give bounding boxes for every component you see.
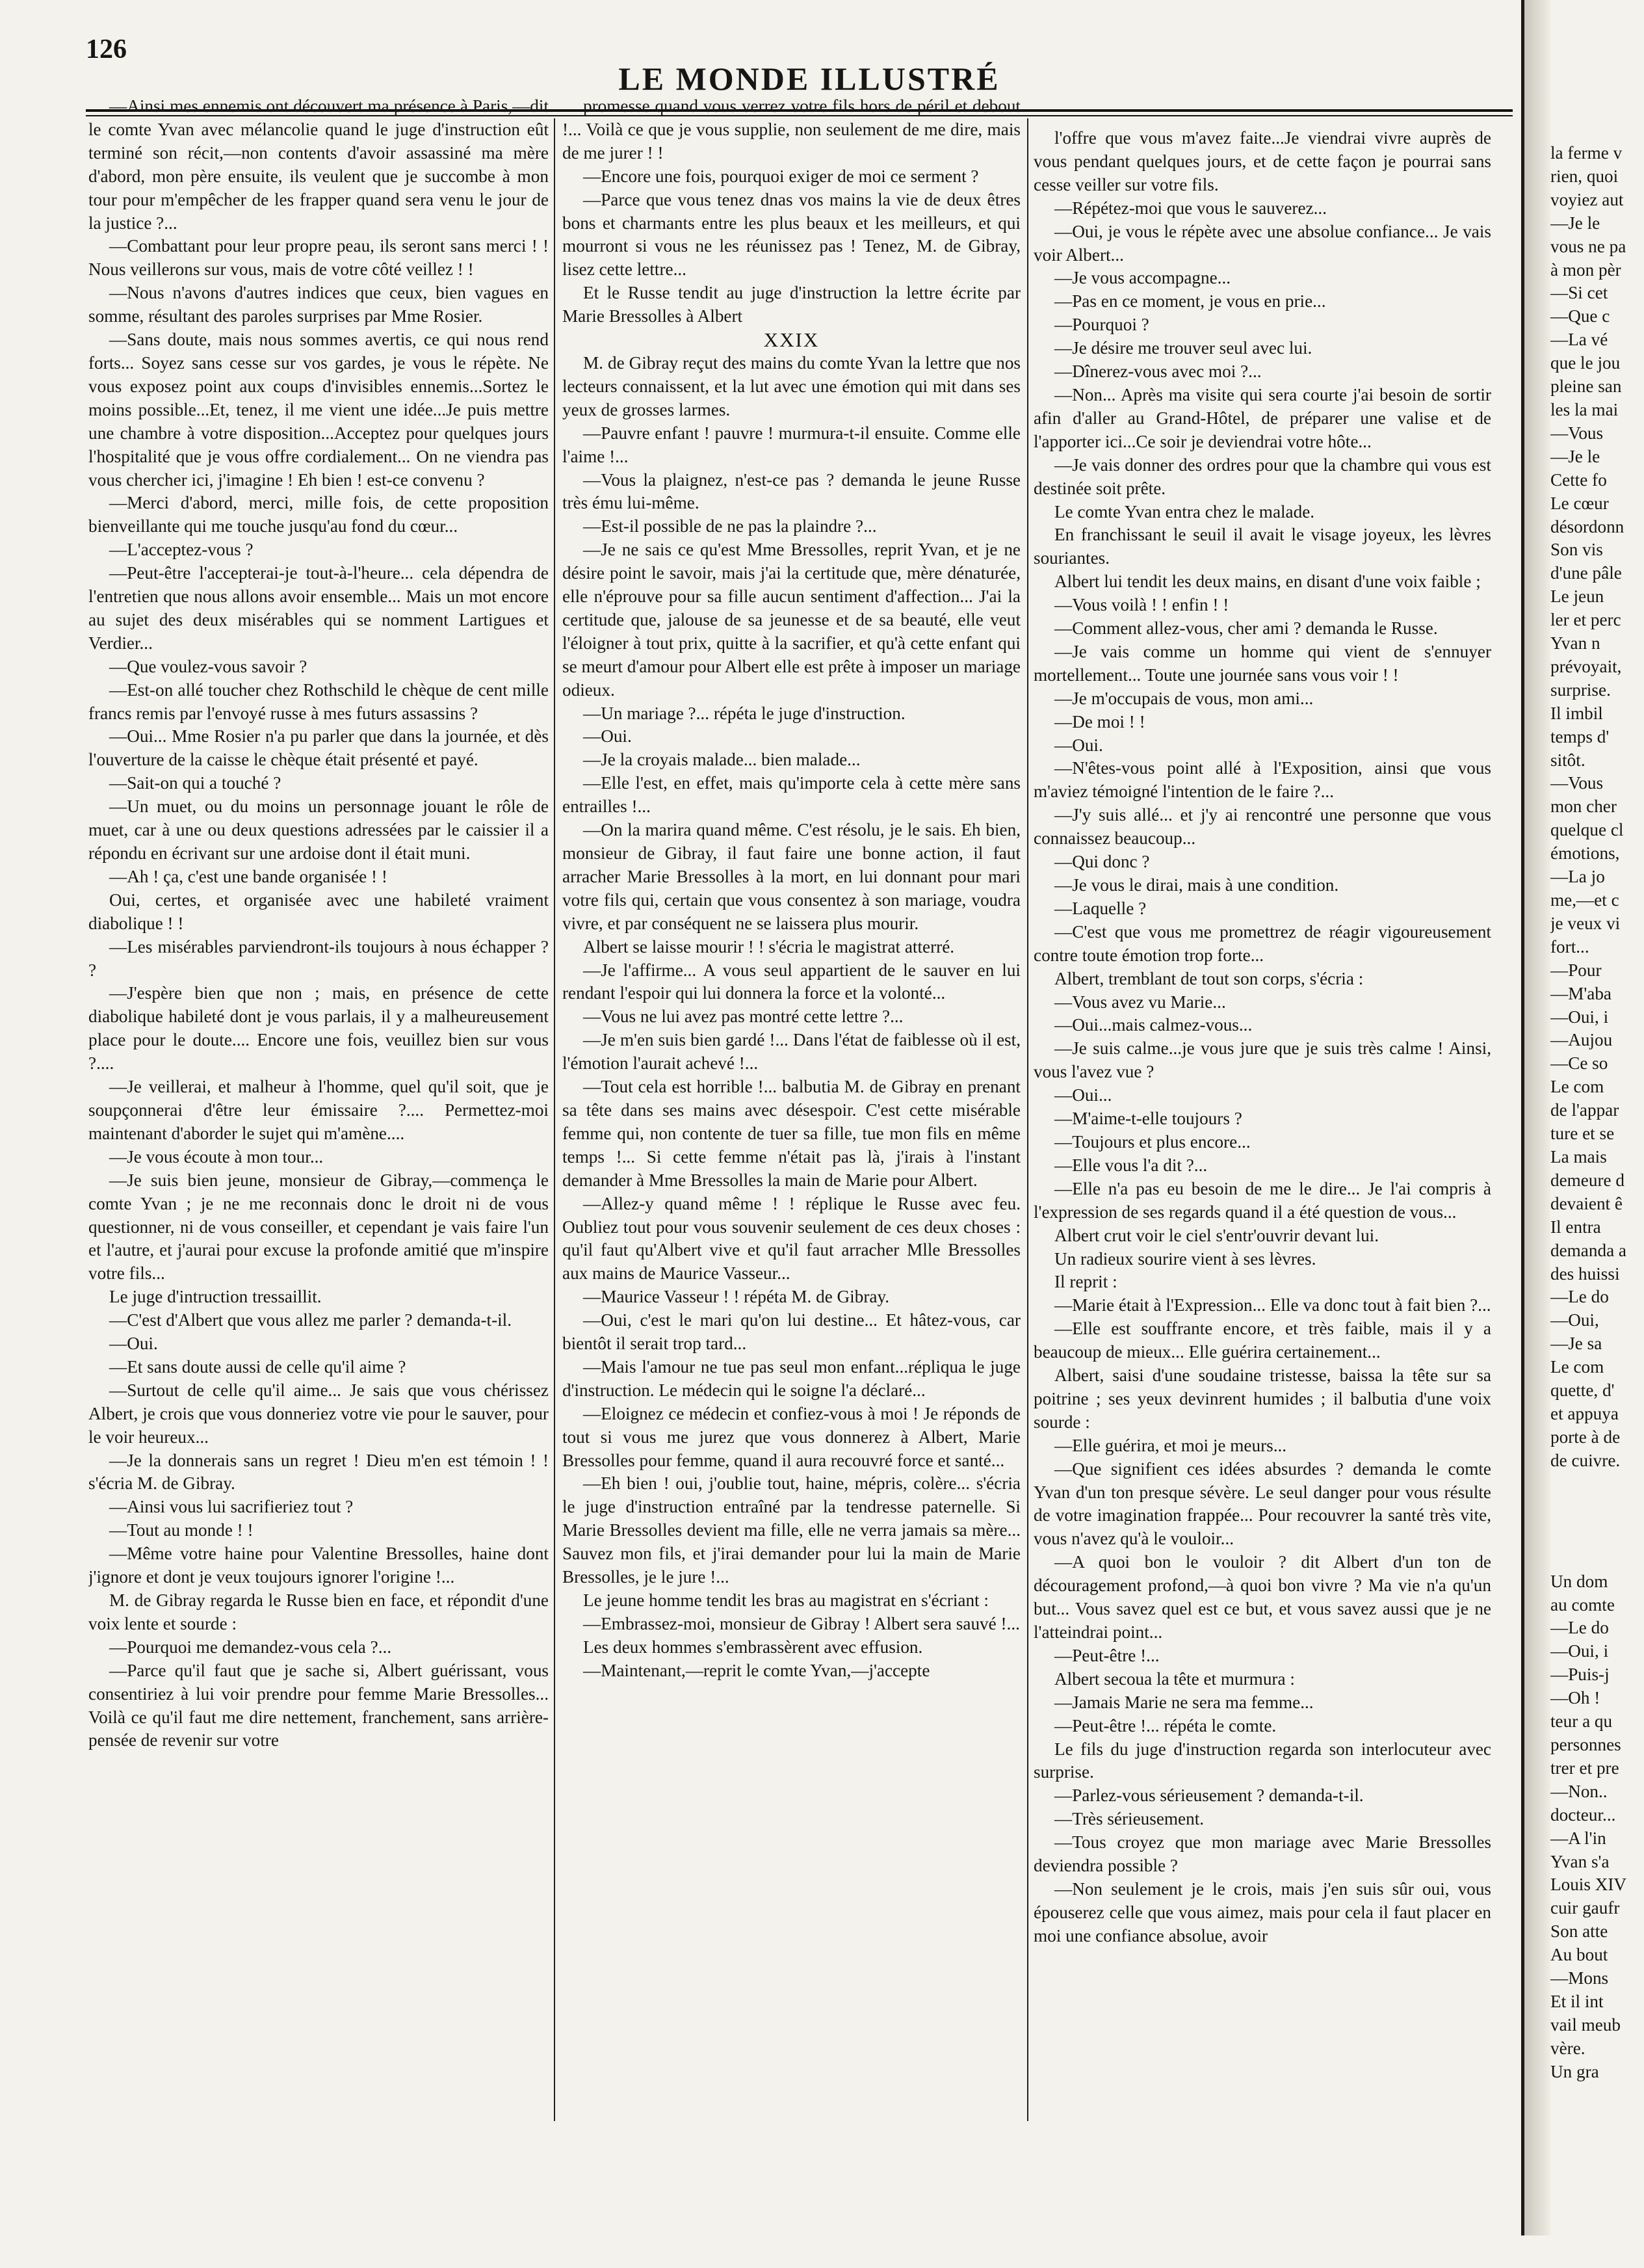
- paragraph: Oui, certes, et organisée avec une habileté vraiment diabolique ! !: [88, 890, 549, 933]
- text-column-3: [1034, 127, 1491, 2253]
- paragraph: Yvan s'a: [1550, 1851, 1610, 1871]
- paragraph: —Pauvre enfant ! pauvre ! murmura-t-il ensuite. Comme elle l'aime !...: [562, 423, 1021, 466]
- paragraph: —Oui...mais calmez-vous...: [1054, 1015, 1253, 1035]
- chapter-heading: XXIX: [763, 328, 820, 352]
- paragraph: —Combattant pour leur propre peau, ils seront sans merci ! ! Nous veillerons sur vous, mais de votre côté veillez ! !: [88, 236, 549, 280]
- column-break: [1550, 1473, 1644, 1570]
- paragraph: porte à de: [1550, 1427, 1621, 1447]
- paragraph: —Est-il possible de ne pas la plaindre ?...: [583, 516, 877, 536]
- paragraph: M. de Gibray regarda le Russe bien en face, et répondit d'une voix lente et sourde :: [88, 1590, 549, 1633]
- paragraph: pleine san: [1550, 376, 1622, 397]
- paragraph: de l'appar: [1550, 1100, 1619, 1120]
- paragraph: Un dom: [1550, 1571, 1608, 1591]
- paragraph: —Elle guérira, et moi je meurs...: [1054, 1435, 1287, 1455]
- page-number: 126: [86, 34, 127, 64]
- paragraph: M. de Gibray reçut des mains du comte Yvan la lettre que nos lecteurs connaissent, et la lut avec une émotion qui mit dans ses yeux de grosses larmes.: [562, 352, 1021, 419]
- paragraph: au comte: [1550, 1594, 1615, 1615]
- paragraph: —Tout cela est horrible !... balbutia M. de Gibray en prenant sa tête dans ses mains avec désespoir. C'est cette misérable femme qui, non contente de tuer sa fille, tue mon fils en même temps !... Si cette femme n'était pas là, j'irais à l'instant demander à Mme Bressolles la main de Marie pour Albert.: [562, 1077, 1021, 1190]
- paragraph: —Oh !: [1550, 1688, 1600, 1708]
- paragraph: quelque cl: [1550, 820, 1624, 840]
- paragraph: —Oui, i: [1550, 1007, 1609, 1027]
- paragraph: Les deux hommes s'embrassèrent avec effusion.: [583, 1637, 923, 1657]
- paragraph: Yvan n: [1550, 633, 1600, 653]
- paragraph: —J'espère bien que non ; mais, en présence de cette diabolique habileté dont je vous parlais, il y a malheureusement place pour le doute.... Encore une fois, veuillez bien sur vous ?....: [88, 983, 549, 1074]
- paragraph: —Pour: [1550, 960, 1602, 980]
- paragraph: —Est-on allé toucher chez Rothschild le chèque de cent mille francs remis par l'envoyé russe à mes futurs assassins ?: [88, 679, 549, 723]
- paragraph: —Ce so: [1550, 1053, 1608, 1074]
- paragraph: —Répétez-moi que vous le sauverez...: [1054, 198, 1327, 218]
- text-column-2-bottom: [562, 352, 1021, 1683]
- paragraph: —Vous la plaignez, n'est-ce pas ? demanda le jeune Russe très ému lui-même.: [562, 469, 1021, 513]
- paragraph: —De moi ! !: [1054, 711, 1145, 732]
- paragraph: —Parce que vous tenez dnas vos mains la vie de deux êtres bons et charmants entre les plus beaux et les meilleurs, et qui mourront si vous ne les réunissez pas ! Tenez, M. de Gibray, lisez cette lettre...: [562, 189, 1021, 280]
- paragraph: trer et pre: [1550, 1758, 1619, 1778]
- paragraph: —Oui...: [1054, 1085, 1112, 1105]
- paragraph: —Non... Après ma visite qui sera courte j'ai besoin de sortir afin d'aller au Grand-Hôtel, de préparer une valise et de l'apporter ici...Ce soir je deviendrai votre hôte...: [1034, 384, 1491, 451]
- paragraph: —N'êtes-vous point allé à l'Exposition, ainsi que vous m'aviez témoigné l'intention de le faire ?...: [1034, 758, 1491, 802]
- paragraph: —Oui... Mme Rosier n'a pu parler que dans la journée, et dès l'ouverture de la caisse le chèque était présenté et payé.: [88, 726, 549, 770]
- paragraph: —Ainsi mes ennemis ont découvert ma présence à Paris,—dit le comte Yvan avec mélancolie quand le juge d'instruction eût terminé son récit,—non contents d'avoir assassiné ma mère d'abord, mon père ensuite, ils veulent que je succombe à mon tour pour m'empêcher de les frapper quand sera venu le jour de la justice ?...: [88, 96, 549, 233]
- text-column-4-top: [1550, 142, 1644, 1473]
- paragraph: ler et perc: [1550, 610, 1621, 630]
- paragraph: —Maintenant,—reprit le comte Yvan,—j'accepte: [583, 1660, 930, 1680]
- paragraph: —Comment allez-vous, cher ami ? demanda le Russe.: [1054, 618, 1438, 639]
- paragraph: Louis XIV: [1550, 1875, 1627, 1895]
- paragraph: —Je m'en suis bien gardé !... Dans l'état de faiblesse où il est, l'émotion l'aurait achevé !...: [562, 1030, 1021, 1074]
- paragraph: Albert crut voir le ciel s'entr'ouvrir devant lui.: [1054, 1225, 1379, 1245]
- paragraph: —Elle l'est, en effet, mais qu'importe cela à cette mère sans entrailles !...: [562, 773, 1021, 817]
- paragraph: Cette fo: [1550, 469, 1607, 490]
- paragraph: —Tout au monde ! !: [109, 1520, 254, 1540]
- paragraph: —Je m'occupais de vous, mon ami...: [1054, 688, 1314, 708]
- paragraph: —Je la croyais malade... bien malade...: [583, 750, 861, 770]
- paragraph: —C'est que vous me promettrez de réagir vigoureusement contre toute émotion trop forte...: [1034, 921, 1491, 965]
- paragraph: —Je ne sais ce qu'est Mme Bressolles, reprit Yvan, et je ne désire point le savoir, mais j'ai la certitude que, mère dénaturée, elle n'éprouve pour sa fille aucun sentiment d'affection... J'ai la certitude que, jalouse de sa jeunesse et de sa beauté, elle veut l'éloigner à tout prix, quitte à la sacrifier, et qu'à cette enfant qui se meurt d'amour pour Albert elle est prête à imposer un mariage odieux.: [562, 540, 1021, 700]
- paragraph: —La vé: [1550, 330, 1608, 350]
- paragraph: Le com: [1550, 1077, 1604, 1097]
- paragraph: —Allez-y quand même ! ! réplique le Russe avec feu. Oubliez tout pour vous souvenir seulement de ces deux choses : qu'il faut qu'Albert vive et qu'il faut arracher Mlle Bressolles aux mains de Maurice Vasseur...: [562, 1193, 1021, 1284]
- paragraph: —Puis-j: [1550, 1665, 1610, 1685]
- paragraph: Le jeune homme tendit les bras au magistrat en s'écriant :: [583, 1590, 989, 1610]
- paragraph: émotions,: [1550, 843, 1620, 864]
- paragraph: —A l'in: [1550, 1828, 1606, 1848]
- paragraph: —Oui.: [109, 1334, 158, 1354]
- paragraph: Le juge d'intruction tressaillit.: [109, 1287, 322, 1307]
- paragraph: —Vous: [1550, 773, 1604, 793]
- paragraph: à mon pèr: [1550, 259, 1621, 280]
- paragraph: —Le do: [1550, 1287, 1609, 1307]
- paragraph: —Peut-être l'accepterai-je tout-à-l'heure... cela dépendra de l'entretien que nous allons avoir ensemble... Mais un mot encore au sujet des deux misérables qui se nomment Lartigues et Verdier...: [88, 563, 549, 653]
- paragraph: —Oui, c'est le mari qu'on lui destine... Et hâtez-vous, car bientôt il serait trop tard...: [562, 1310, 1021, 1354]
- paragraph: temps d': [1550, 726, 1610, 746]
- paragraph: promesse quand vous verrez votre fils hors de péril et debout !... Voilà ce que je vous supplie, non seulement de me dire, mais de me jurer ! !: [562, 96, 1021, 163]
- paragraph: —Aujou: [1550, 1030, 1613, 1050]
- paragraph: Le comte Yvan entra chez le malade.: [1054, 501, 1315, 521]
- paragraph: —Oui.: [583, 726, 632, 746]
- paragraph: Le cœur: [1550, 493, 1609, 513]
- paragraph: Il reprit :: [1054, 1272, 1117, 1292]
- paragraph: —Pas en ce moment, je vous en prie...: [1054, 291, 1326, 311]
- paragraph: la ferme v: [1550, 143, 1623, 163]
- paragraph: —L'acceptez-vous ?: [109, 540, 254, 560]
- paragraph: —Vous avez vu Marie...: [1054, 992, 1226, 1012]
- paragraph: vail meub: [1550, 2014, 1621, 2035]
- paragraph: —Que c: [1550, 306, 1610, 326]
- paragraph: me,—et c: [1550, 890, 1619, 910]
- paragraph: les la mai: [1550, 399, 1619, 419]
- paragraph: —Je le: [1550, 213, 1600, 233]
- paragraph: cuir gaufr: [1550, 1898, 1620, 1918]
- paragraph: Albert se laisse mourir ! ! s'écria le magistrat atterré.: [583, 936, 955, 956]
- paragraph: —Si cet: [1550, 283, 1608, 303]
- paragraph: —Nous n'avons d'autres indices que ceux, bien vagues en somme, résultant des paroles surprises par Mme Rosier.: [88, 283, 549, 326]
- paragraph: —On la marira quand même. C'est résolu, je le sais. Eh bien, monsieur de Gibray, il faut faire une bonne action, il faut arracher Marie Bressolles à la mort, en lui donnant pour mari votre fils qui, certain que vous consentez à son mariage, voudra vivre, et par conséquent ne se laissera plus mourir.: [562, 820, 1021, 933]
- paragraph: sitôt.: [1550, 750, 1585, 770]
- paragraph: désordonn: [1550, 516, 1624, 536]
- paragraph: —Je suis bien jeune, monsieur de Gibray,—commença le comte Yvan ; je ne me reconnais donc le droit ni de vous questionner, ni de vous conseiller, et cependant je vais faire l'un et l'autre, et j'aurai pour excuse la profonde amitié que m'inspire votre fils...: [88, 1170, 549, 1284]
- paragraph: —Jamais Marie ne sera ma femme...: [1054, 1692, 1314, 1712]
- paragraph: Au bout: [1550, 1945, 1608, 1965]
- paragraph: —Ah ! ça, c'est une bande organisée ! !: [109, 866, 387, 886]
- paragraph: —Non..: [1550, 1781, 1608, 1801]
- paragraph: Albert, saisi d'une soudaine tristesse, baissa la tête sur sa poitrine ; ses yeux devinrent humides ; il balbutia d'une voix sourde :: [1034, 1365, 1491, 1432]
- paragraph: —M'aba: [1550, 983, 1611, 1003]
- paragraph: —Sait-on qui a touché ?: [109, 773, 281, 793]
- paragraph: —Elle n'a pas eu besoin de me le dire... Je l'ai compris à l'expression de ses regards quand il a été question de vous...: [1034, 1178, 1491, 1222]
- paragraph: —Le do: [1550, 1618, 1609, 1638]
- paragraph: —Vous: [1550, 423, 1604, 443]
- paragraph: —Même votre haine pour Valentine Bressolles, haine dont j'ignore et dont je veux toujours ignorer l'origine !...: [88, 1544, 549, 1587]
- paragraph: La mais: [1550, 1146, 1607, 1167]
- paragraph: mon cher: [1550, 797, 1617, 817]
- paragraph: —Je vous le dirai, mais à une condition.: [1054, 875, 1339, 895]
- paragraph: —Oui, i: [1550, 1641, 1609, 1661]
- paragraph: —Elle est souffrante encore, et très faible, mais il y a beaucoup de mieux... Elle guérira certainement...: [1034, 1319, 1491, 1362]
- paragraph: —Elle vous l'a dit ?...: [1054, 1155, 1208, 1175]
- paragraph: —Vous voilà ! ! enfin ! !: [1054, 595, 1229, 615]
- journal-title: LE MONDE ILLUSTRÉ: [618, 60, 1000, 97]
- paragraph: —Eh bien ! oui, j'oublie tout, haine, mépris, colère... s'écria le juge d'instruction entraîné par la tendresse paternelle. Si Marie Bressolles devient ma fille, elle ne verra jamais sa mère... Sauvez mon fils, et j'irai demander pour lui la main de Marie Bressolles, je le jure !...: [562, 1473, 1021, 1587]
- paragraph: Le fils du juge d'instruction regarda son interlocuteur avec surprise.: [1034, 1739, 1491, 1782]
- paragraph: —Je vais comme un homme qui vient de s'ennuyer mortellement... Toute une journée sans vous voir ! !: [1034, 641, 1491, 685]
- paragraph: —Encore une fois, pourquoi exiger de moi ce serment ?: [583, 166, 979, 186]
- paragraph: Albert lui tendit les deux mains, en disant d'une voix faible ;: [1054, 572, 1481, 592]
- column-divider: [554, 118, 555, 2121]
- paragraph: Albert secoua la tête et murmura :: [1054, 1668, 1295, 1689]
- paragraph: —Peut-être !...: [1054, 1645, 1160, 1665]
- paragraph: —Ainsi vous lui sacrifieriez tout ?: [109, 1497, 354, 1517]
- text-column-1: [88, 95, 549, 2221]
- paragraph: —Surtout de celle qu'il aime... Je sais que vous chérissez Albert, je crois que vous donneriez votre vie pour le sauver, pour le voir heureux...: [88, 1380, 549, 1447]
- paragraph: Et il int: [1550, 1991, 1604, 2011]
- paragraph: —Embrassez-moi, monsieur de Gibray ! Albert sera sauvé !...: [583, 1613, 1020, 1633]
- paragraph: ture et se: [1550, 1124, 1615, 1144]
- paragraph: que le jou: [1550, 353, 1621, 373]
- paragraph: —La jo: [1550, 867, 1605, 887]
- paragraph: vère.: [1550, 2038, 1585, 2058]
- paragraph: —Pourquoi ?: [1054, 315, 1149, 335]
- paragraph: —Je vais donner des ordres pour que la chambre qui vous est destinée soit prête.: [1034, 455, 1491, 498]
- paragraph: teur a qu: [1550, 1711, 1613, 1732]
- paragraph: —Un mariage ?... répéta le juge d'instruction.: [583, 703, 906, 723]
- paragraph: Un gra: [1550, 2061, 1599, 2081]
- paragraph: demeure d: [1550, 1170, 1624, 1190]
- paragraph: —Pourquoi me demandez-vous cela ?...: [109, 1637, 392, 1657]
- paragraph: —Et sans doute aussi de celle qu'il aime ?: [109, 1356, 406, 1377]
- paragraph: —Je désire me trouver seul avec lui.: [1054, 338, 1312, 358]
- text-column-4-bottom: [1550, 1570, 1644, 2084]
- paragraph: Et le Russe tendit au juge d'instruction la lettre écrite par Marie Bressolles à Albert: [562, 283, 1021, 326]
- paragraph: —Marie était à l'Expression... Elle va donc tout à fait bien ?...: [1054, 1295, 1491, 1315]
- paragraph: prévoyait,: [1550, 656, 1622, 676]
- paragraph: —Toujours et plus encore...: [1054, 1131, 1251, 1152]
- column-divider: [1027, 118, 1028, 2121]
- paragraph: je veux vi: [1550, 913, 1621, 933]
- paragraph: —Oui, je vous le répète avec une absolue confiance... Je vais voir Albert...: [1034, 221, 1491, 265]
- paragraph: et appuya: [1550, 1403, 1619, 1423]
- paragraph: d'une pâle: [1550, 563, 1622, 583]
- paragraph: fort...: [1550, 936, 1589, 956]
- paragraph: —Qui donc ?: [1054, 852, 1150, 872]
- paragraph: —J'y suis allé... et j'y ai rencontré une personne que vous connaissez beaucoup...: [1034, 805, 1491, 849]
- paragraph: devaient ê: [1550, 1193, 1623, 1213]
- paragraph: —Parce qu'il faut que je sache si, Albert guérissant, vous consentiriez à lui voir prendre pour femme Marie Bressolles... Voilà ce qu'il faut me dire nettement, franchement, sans arrière-pensée de revenir sur votre: [88, 1660, 549, 1750]
- paragraph: —Je vous écoute à mon tour...: [109, 1146, 324, 1167]
- paragraph: —Je la donnerais sans un regret ! Dieu m'en est témoin ! ! s'écria M. de Gibray.: [88, 1450, 549, 1494]
- paragraph: —Dînerez-vous avec moi ?...: [1054, 362, 1262, 382]
- paragraph: —Je vous accompagne...: [1054, 268, 1231, 288]
- paragraph: —Non seulement je le crois, mais j'en suis sûr oui, vous épouserez celle que vous aimez, mais pour cela il faut placer en moi une confiance absolue, avoir: [1034, 1879, 1491, 1945]
- paragraph: vous ne pa: [1550, 236, 1626, 256]
- paragraph: —Laquelle ?: [1054, 898, 1147, 918]
- paragraph: Son atte: [1550, 1921, 1608, 1942]
- paragraph: —M'aime-t-elle toujours ?: [1054, 1109, 1242, 1129]
- text-column-4-cropped: [1550, 142, 1644, 2268]
- paragraph: —Je l'affirme... A vous seul appartient de le sauver en lui rendant l'espoir qui lui donnera la force et la volonté...: [562, 960, 1021, 1003]
- paragraph: —Peut-être !... répéta le comte.: [1054, 1715, 1277, 1735]
- paragraph: En franchissant le seuil il avait le visage joyeux, les lèvres souriantes.: [1034, 525, 1491, 568]
- paragraph: —Eloignez ce médecin et confiez-vous à moi ! Je réponds de tout si vous me jurez que vous donnerez à Albert, Marie Bressolles pour femme, quand il aura recouvré force et santé...: [562, 1403, 1021, 1470]
- paragraph: —Vous ne lui avez pas montré cette lettre ?...: [583, 1007, 904, 1027]
- paragraph: —Merci d'abord, merci, mille fois, de cette proposition bienveillante qui me touche jusqu'au fond du cœur...: [88, 493, 549, 536]
- paragraph: Le jeun: [1550, 587, 1604, 607]
- paragraph: voyiez aut: [1550, 189, 1624, 209]
- paragraph: —Que voulez-vous savoir ?: [109, 656, 307, 676]
- paragraph: Il imbil: [1550, 703, 1603, 723]
- paragraph: —Je sa: [1550, 1334, 1602, 1354]
- paragraph: quette, d': [1550, 1380, 1615, 1401]
- paragraph: Son vis: [1550, 540, 1603, 560]
- paragraph: docteur...: [1550, 1804, 1616, 1825]
- paragraph: —Que signifient ces idées absurdes ? demanda le comte Yvan d'un ton presque sévère. Le seul danger pour vous résulte de votre imagination frappée... Pour recouvrer la santé très vite, vous n'avez qu'à le vouloir...: [1034, 1458, 1491, 1549]
- paragraph: —C'est d'Albert que vous allez me parler ? demanda-t-il.: [109, 1310, 512, 1330]
- paragraph: Il entra: [1550, 1217, 1601, 1237]
- paragraph: Un radieux sourire vient à ses lèvres.: [1054, 1248, 1316, 1269]
- paragraph: —Les misérables parviendront-ils toujours à nous échapper ? ?: [88, 936, 549, 980]
- paragraph: l'offre que vous m'avez faite...Je viendrai vivre auprès de vous pendant quelques jours, et de cette façon je pourrai sans cesse veiller sur votre fils.: [1034, 128, 1491, 194]
- text-column-2-top: [562, 95, 1021, 328]
- paragraph: personnes: [1550, 1735, 1621, 1754]
- paragraph: —Très sérieusement.: [1054, 1809, 1205, 1829]
- paragraph: —Un muet, ou du moins un personnage jouant le rôle de muet, car à une ou deux questions adressées par le caissier il a répondu en écrivant sur une ardoise dont il était muni.: [88, 797, 549, 863]
- paragraph: —A quoi bon le vouloir ? dit Albert d'un ton de découragement profond,—à quoi bon vivre ? Ma vie n'a qu'un but... Vous savez quel est ce but, et vous savez aussi que je ne l'atteindrai point...: [1034, 1552, 1491, 1642]
- paragraph: de cuivre.: [1550, 1450, 1621, 1470]
- paragraph: demanda a: [1550, 1240, 1626, 1260]
- paragraph: Le com: [1550, 1357, 1604, 1377]
- paragraph: —Je le: [1550, 446, 1600, 466]
- page-gutter: [1524, 0, 1550, 2235]
- paragraph: —Je veillerai, et malheur à l'homme, quel qu'il soit, que je soupçonnerai d'être leur émissaire ?.... Permettez-moi maintenant d'aborder le sujet qui m'amène....: [88, 1077, 549, 1143]
- paragraph: Albert, tremblant de tout son corps, s'écria :: [1054, 968, 1364, 988]
- paragraph: —Tous croyez que mon mariage avec Marie Bressolles deviendra possible ?: [1034, 1832, 1491, 1876]
- paragraph: rien, quoi: [1550, 166, 1619, 186]
- paragraph: —Oui,: [1550, 1310, 1599, 1330]
- paragraph: —Je suis calme...je vous jure que je suis très calme ! Ainsi, vous l'avez vue ?: [1034, 1038, 1491, 1082]
- paragraph: —Mais l'amour ne tue pas seul mon enfant...répliqua le juge d'instruction. Le médecin qui le soigne l'a déclaré...: [562, 1356, 1021, 1400]
- paragraph: —Maurice Vasseur ! ! répéta M. de Gibray.: [583, 1287, 890, 1307]
- paragraph: —Mons: [1550, 1968, 1609, 1988]
- paragraph: surprise.: [1550, 679, 1611, 700]
- paragraph: —Sans doute, mais nous sommes avertis, ce qui nous rend forts... Soyez sans cesse sur vos gardes, je vous le répète. Ne vous exposez point aux coups d'invisibles ennemis...Sortez le moins possible...Et, tenez, il me vient une idée...Je puis mettre une chambre à votre disposition...Acceptez pour quelques jours l'hospitalité que je vous offre cordialement... On ne viendra pas vous chercher ici, j'imagine ! Eh bien ! est-ce convenu ?: [88, 330, 549, 490]
- text-column-2: [562, 95, 1021, 2221]
- paragraph: des huissi: [1550, 1263, 1620, 1284]
- paragraph: —Oui.: [1054, 735, 1103, 755]
- paragraph: —Parlez-vous sérieusement ? demanda-t-il.: [1054, 1786, 1364, 1806]
